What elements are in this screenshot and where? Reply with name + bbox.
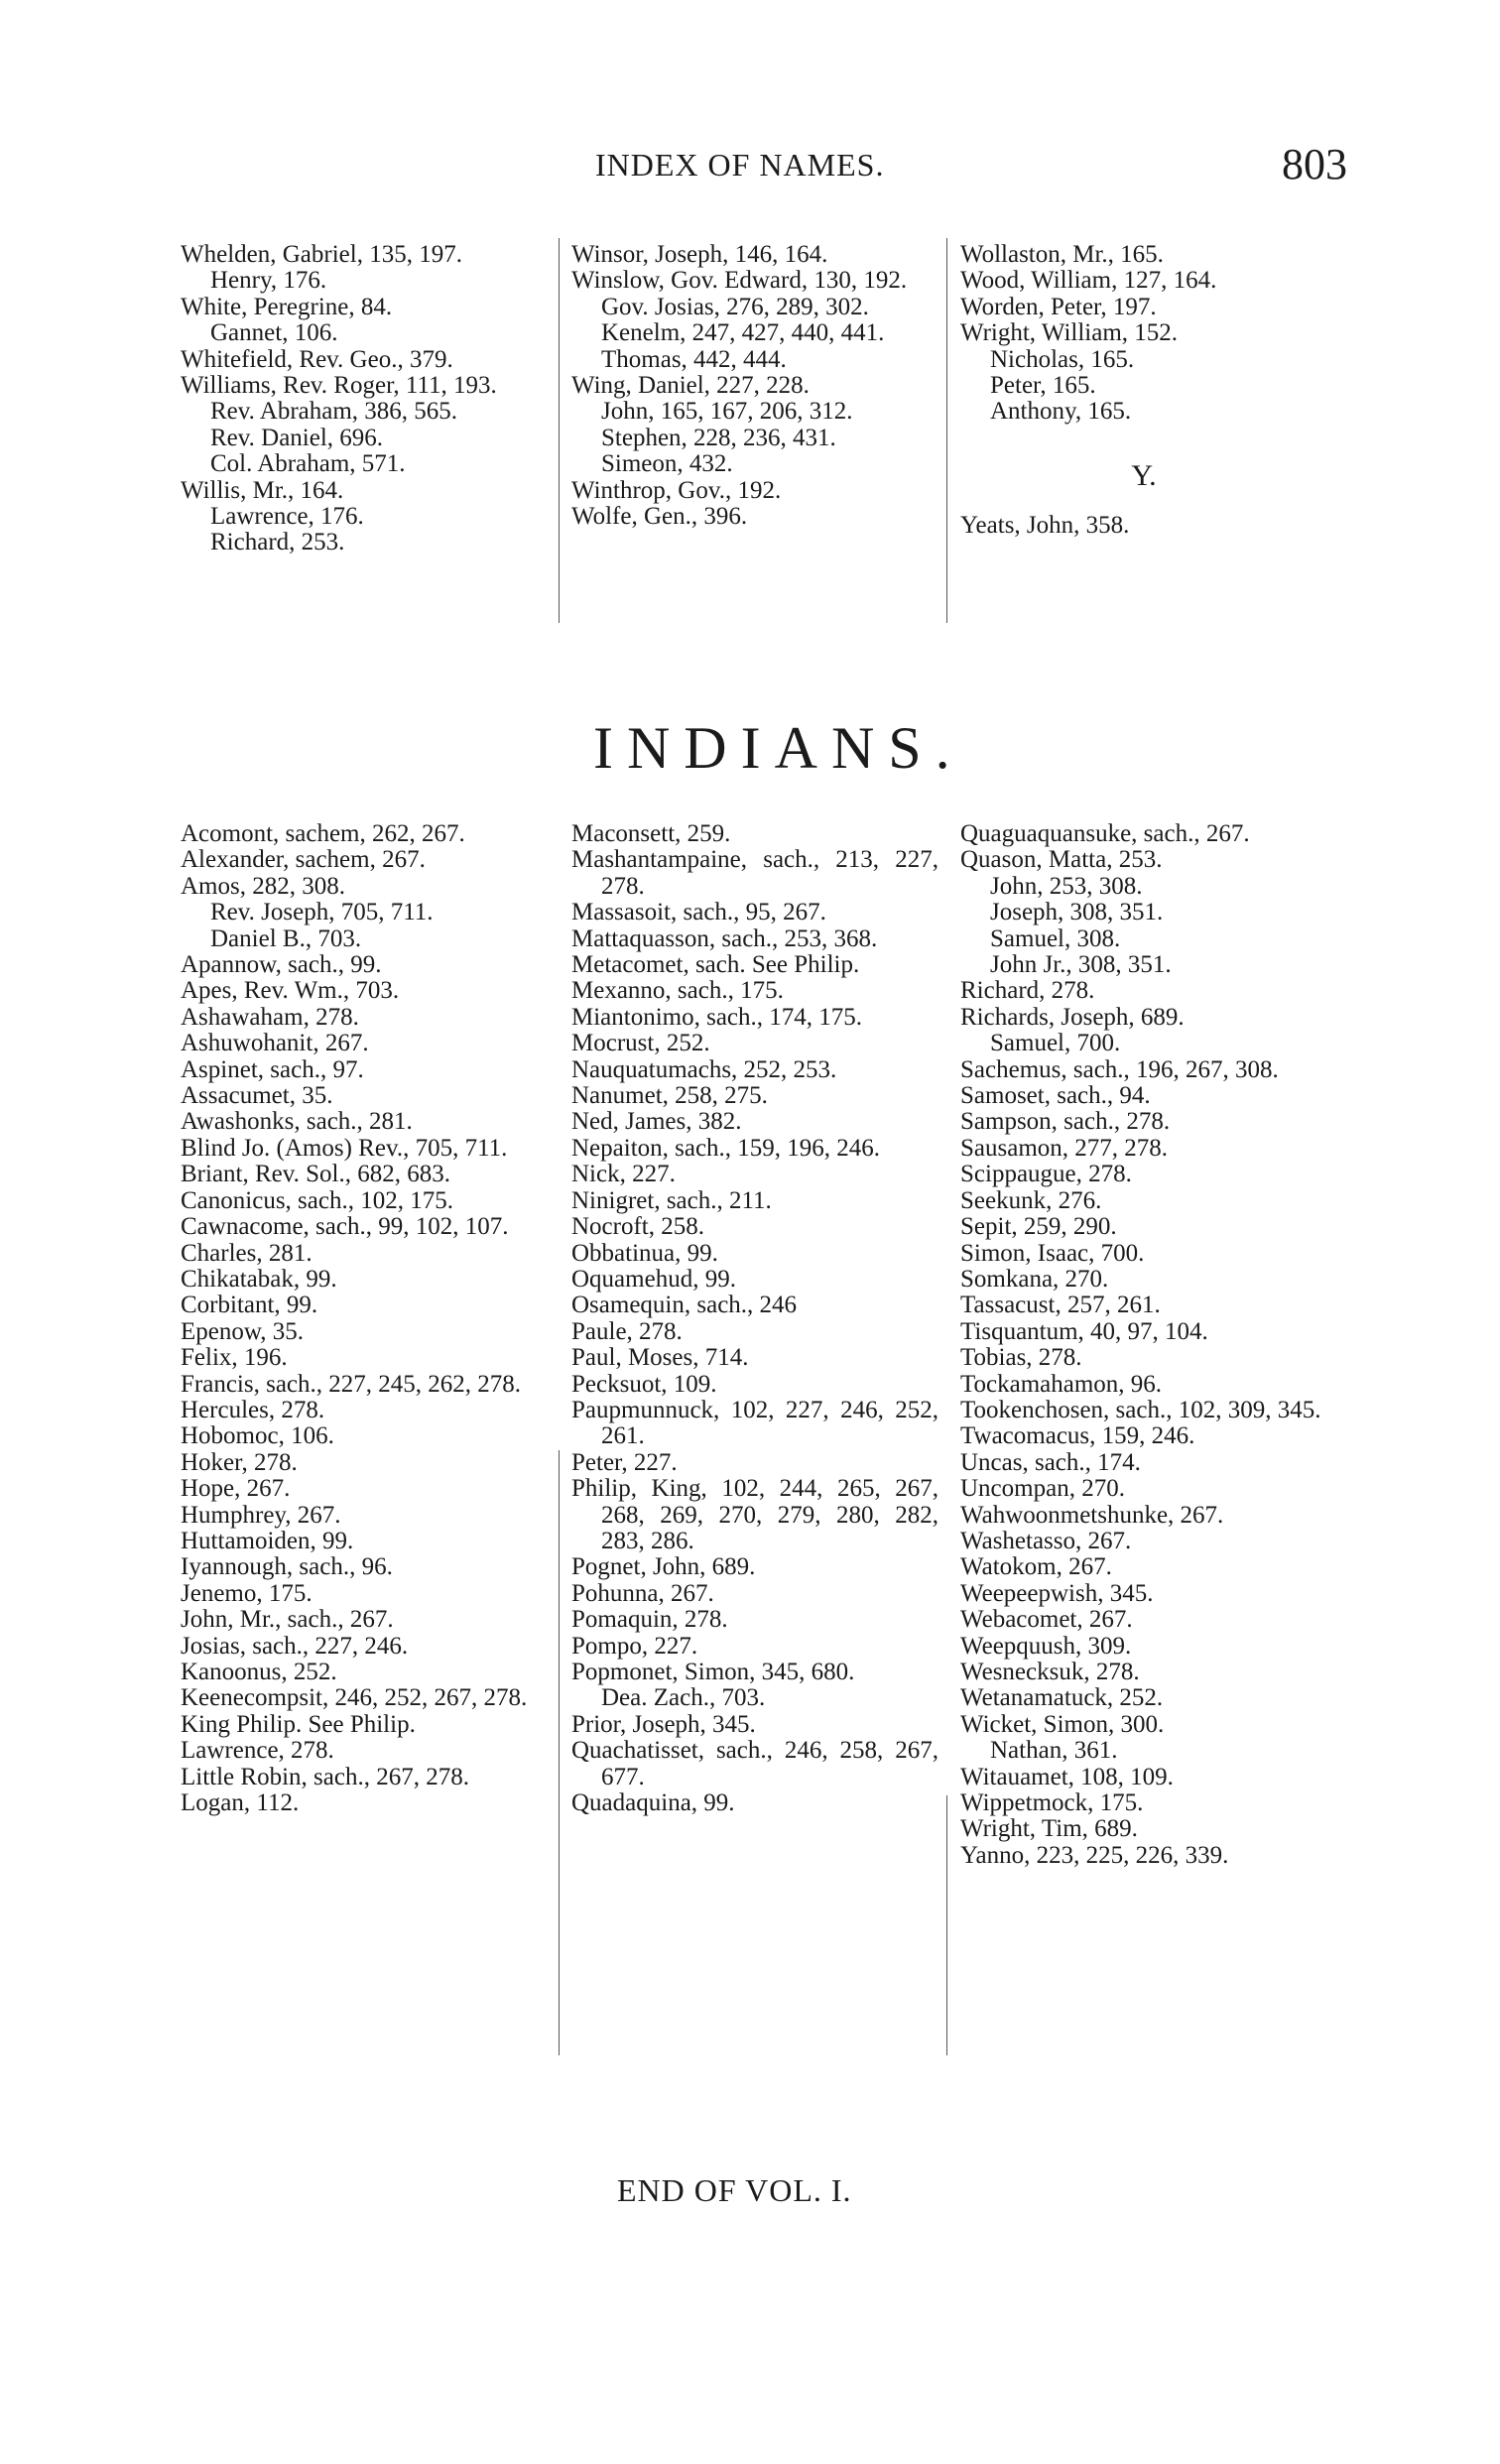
index-entry: Wicket, Simon, 300. [960, 1710, 1165, 1738]
index-entry: Sepit, 259, 290. [960, 1213, 1117, 1241]
index-entry: Osamequin, sach., 246 [571, 1292, 798, 1319]
index-entry: Assacumet, 35. [181, 1082, 333, 1110]
index-entry: Weepquush, 309. [960, 1632, 1132, 1660]
index-subentry: Rev. Joseph, 705, 711. [210, 899, 434, 926]
index-entry: Mattaquasson, sach., 253, 368. [571, 924, 878, 952]
index-entry: Hope, 267. [181, 1475, 291, 1503]
index-subentry: Dea. Zach., 703. [601, 1684, 766, 1712]
index-entry: Keenecompsit, 246, 252, 267, 278. [181, 1684, 528, 1712]
index-entry: Wahwoonmetshunke, 267. [960, 1501, 1224, 1529]
index-letter-heading: Y. [1131, 458, 1157, 492]
index-subentry: Thomas, 442, 444. [601, 345, 787, 373]
index-subentry: Kenelm, 247, 427, 440, 441. [601, 319, 885, 347]
index-entry: Oquamehud, 99. [571, 1265, 736, 1293]
index-entry: Apes, Rev. Wm., 703. [181, 977, 400, 1005]
index-entry: Winslow, Gov. Edward, 130, 192. [571, 267, 908, 295]
index-entry: Mexanno, sach., 175. [571, 977, 784, 1005]
index-entry: Ninigret, sach., 211. [571, 1186, 772, 1214]
index-entry: Ashuwohanit, 267. [181, 1030, 369, 1057]
index-entry: Sampson, sach., 278. [960, 1108, 1171, 1136]
index-entry: Wolfe, Gen., 396. [571, 503, 748, 531]
index-entry: Mashantampaine, sach., 213, 227, 278. [571, 846, 938, 900]
index-entry: Webacomet, 267. [960, 1606, 1133, 1634]
index-entry: Whelden, Gabriel, 135, 197. [181, 241, 462, 268]
names-column-2 [571, 242, 938, 530]
index-entry: Nanumet, 258, 275. [571, 1082, 768, 1110]
names-column-3 [960, 242, 1327, 540]
index-entry: Nauquatumachs, 252, 253. [571, 1055, 837, 1083]
index-entry: Pecksuot, 109. [571, 1370, 717, 1398]
index-entry: Paupmunnuck, 102, 227, 246, 252, 261. [571, 1396, 938, 1450]
index-entry: Peter, 227. [571, 1448, 678, 1476]
index-subentry: John, 253, 308. [990, 872, 1143, 900]
index-subentry: Nathan, 361. [990, 1737, 1118, 1765]
index-entry: Wright, William, 152. [960, 319, 1179, 347]
index-entry: Sachemus, sach., 196, 267, 308. [960, 1055, 1279, 1083]
index-subentry: Rev. Abraham, 386, 565. [210, 398, 458, 426]
index-entry: Awashonks, sach., 281. [181, 1108, 413, 1136]
section-title: INDIANS. [593, 715, 964, 781]
index-subentry: Samuel, 308. [990, 924, 1121, 952]
index-entry: Sausamon, 277, 278. [960, 1134, 1169, 1162]
index-entry: Wood, William, 127, 164. [960, 267, 1217, 295]
index-entry: Nick, 227. [571, 1161, 676, 1188]
index-entry: Huttamoiden, 99. [181, 1527, 354, 1554]
index-subentry: John, 165, 167, 206, 312. [601, 398, 853, 426]
index-entry: Paul, Moses, 714. [571, 1344, 749, 1372]
index-entry: Blind Jo. (Amos) Rev., 705, 711. [181, 1134, 508, 1162]
index-entry: Willis, Mr., 164. [181, 476, 344, 504]
index-entry: Maconsett, 259. [571, 820, 731, 847]
index-entry: Nocroft, 258. [571, 1213, 704, 1241]
index-entry: Acomont, sachem, 262, 267. [181, 820, 465, 847]
index-entry: Winsor, Joseph, 146, 164. [571, 241, 828, 268]
index-subentry: Henry, 176. [210, 267, 327, 295]
index-entry: Quadaquina, 99. [571, 1789, 735, 1817]
index-entry: Witauamet, 108, 109. [960, 1763, 1174, 1790]
indians-column-2 [571, 821, 938, 1816]
index-entry: Apannow, sach., 99. [181, 951, 382, 979]
index-entry: Somkana, 270. [960, 1265, 1109, 1293]
index-entry: Kanoonus, 252. [181, 1659, 337, 1685]
index-entry: Pohunna, 267. [571, 1579, 714, 1607]
index-entry: Wesnecksuk, 278. [960, 1659, 1140, 1685]
index-entry: Williams, Rev. Roger, 111, 193. [181, 372, 497, 400]
index-entry: Wollaston, Mr., 165. [960, 241, 1164, 268]
page-number: 803 [1282, 140, 1347, 188]
index-subentry: Lawrence, 176. [210, 503, 364, 531]
index-entry: Lawrence, 278. [181, 1737, 334, 1765]
index-entry: Scippaugue, 278. [960, 1161, 1132, 1188]
index-entry: Tookenchosen, sach., 102, 309, 345. [960, 1396, 1321, 1423]
index-entry: Alexander, sachem, 267. [181, 846, 426, 874]
index-subentry: Simeon, 432. [601, 450, 733, 478]
index-entry: Yeats, John, 358. [960, 512, 1130, 540]
index-entry: Quaguaquansuke, sach., 267. [960, 820, 1250, 847]
running-title: INDEX OF NAMES. [595, 147, 885, 183]
index-entry: Tassacust, 257, 261. [960, 1292, 1161, 1319]
index-subentry: Stephen, 228, 236, 431. [601, 424, 836, 451]
index-entry: Winthrop, Gov., 192. [571, 476, 782, 504]
index-entry: Simon, Isaac, 700. [960, 1239, 1145, 1267]
index-entry: Humphrey, 267. [181, 1501, 341, 1529]
index-entry: Seekunk, 276. [960, 1186, 1102, 1214]
index-entry: Tockamahamon, 96. [960, 1370, 1163, 1398]
index-entry: Watokom, 267. [960, 1553, 1112, 1581]
index-entry: Samoset, sach., 94. [960, 1082, 1151, 1110]
index-entry: Amos, 282, 308. [181, 872, 345, 900]
index-subentry: Daniel B., 703. [210, 924, 362, 952]
index-subentry: Nicholas, 165. [990, 345, 1135, 373]
index-subentry: Peter, 165. [990, 372, 1096, 400]
index-entry: Quachatisset, sach., 246, 258, 267, 677. [571, 1737, 938, 1790]
index-entry: Canonicus, sach., 102, 175. [181, 1186, 453, 1214]
index-entry: Logan, 112. [181, 1789, 300, 1817]
index-entry: Jenemo, 175. [181, 1579, 312, 1607]
index-entry: Pompo, 227. [571, 1632, 698, 1660]
index-entry: Yanno, 223, 225, 226, 339. [960, 1841, 1229, 1869]
index-entry: Pomaquin, 278. [571, 1606, 728, 1634]
index-entry: Metacomet, sach. See Philip. [571, 951, 860, 979]
index-subentry: John Jr., 308, 351. [990, 951, 1172, 979]
index-entry: Wippetmock, 175. [960, 1789, 1144, 1817]
index-entry: Richards, Joseph, 689. [960, 1003, 1185, 1031]
index-subentry: Col. Abraham, 571. [210, 450, 406, 478]
index-entry: Uncas, sach., 174. [960, 1448, 1141, 1476]
index-entry: Uncompan, 270. [960, 1475, 1125, 1503]
index-entry: Quason, Matta, 253. [960, 846, 1163, 874]
index-entry: Mocrust, 252. [571, 1030, 710, 1057]
index-entry: John, Mr., sach., 267. [181, 1606, 394, 1634]
index-subentry: Gov. Josias, 276, 289, 302. [601, 293, 869, 320]
index-subentry: Richard, 253. [210, 529, 345, 556]
index-subentry: Gannet, 106. [210, 319, 338, 347]
index-entry: Tobias, 278. [960, 1344, 1082, 1372]
column-rule [946, 238, 947, 623]
index-entry: Massasoit, sach., 95, 267. [571, 899, 826, 926]
index-entry: Francis, sach., 227, 245, 262, 278. [181, 1370, 522, 1398]
end-of-volume-note: END OF VOL. I. [617, 2172, 852, 2208]
index-entry: Worden, Peter, 197. [960, 293, 1157, 320]
index-entry: Little Robin, sach., 267, 278. [181, 1763, 469, 1790]
index-entry: Corbitant, 99. [181, 1292, 318, 1319]
indians-column-3 [960, 821, 1327, 1869]
index-subentry: Anthony, 165. [990, 398, 1132, 426]
index-entry: Pognet, John, 689. [571, 1553, 756, 1581]
index-subentry: Rev. Daniel, 696. [210, 424, 384, 451]
index-entry: King Philip. See Philip. [181, 1710, 416, 1738]
index-entry: Twacomacus, 159, 246. [960, 1422, 1195, 1450]
index-entry: Tisquantum, 40, 97, 104. [960, 1317, 1208, 1345]
index-entry: Ned, James, 382. [571, 1108, 742, 1136]
names-column-1 [181, 242, 550, 556]
index-subentry: Samuel, 700. [990, 1030, 1121, 1057]
index-entry: Prior, Joseph, 345. [571, 1710, 756, 1738]
index-entry: Popmonet, Simon, 345, 680. [571, 1659, 855, 1685]
index-subentry: Joseph, 308, 351. [990, 899, 1164, 926]
indians-column-1 [181, 821, 548, 1816]
index-entry: Ashawaham, 278. [181, 1003, 359, 1031]
index-entry: Obbatinua, 99. [571, 1239, 718, 1267]
column-rule [946, 1795, 947, 2055]
index-entry: Wing, Daniel, 227, 228. [571, 372, 810, 400]
index-entry: Cawnacome, sach., 99, 102, 107. [181, 1213, 509, 1241]
index-entry: Washetasso, 267. [960, 1527, 1132, 1554]
index-entry: Wetanamatuck, 252. [960, 1684, 1164, 1712]
index-entry: Briant, Rev. Sol., 682, 683. [181, 1161, 450, 1188]
index-entry: Aspinet, sach., 97. [181, 1055, 364, 1083]
index-entry: Hercules, 278. [181, 1396, 325, 1423]
index-entry: Iyannough, sach., 96. [181, 1553, 393, 1581]
column-rule [559, 1450, 560, 2055]
index-entry: Epenow, 35. [181, 1317, 305, 1345]
column-rule [559, 238, 560, 623]
index-entry: Paule, 278. [571, 1317, 683, 1345]
index-entry: Felix, 196. [181, 1344, 288, 1372]
index-entry: Weepeepwish, 345. [960, 1579, 1154, 1607]
index-entry: White, Peregrine, 84. [181, 293, 393, 320]
index-entry: Miantonimo, sach., 174, 175. [571, 1003, 863, 1031]
index-entry: Hobomoc, 106. [181, 1422, 334, 1450]
index-entry: Wright, Tim, 689. [960, 1815, 1138, 1843]
index-entry: Philip, King, 102, 244, 265, 267, 268, 269, 270, 279, 280, 282, 283, 286. [571, 1475, 938, 1554]
index-entry: Chikatabak, 99. [181, 1265, 337, 1293]
index-entry: Josias, sach., 227, 246. [181, 1632, 409, 1660]
index-entry: Richard, 278. [960, 977, 1095, 1005]
index-entry: Nepaiton, sach., 159, 196, 246. [571, 1134, 881, 1162]
index-entry: Charles, 281. [181, 1239, 312, 1267]
index-entry: Hoker, 278. [181, 1448, 298, 1476]
index-entry: Whitefield, Rev. Geo., 379. [181, 345, 453, 373]
